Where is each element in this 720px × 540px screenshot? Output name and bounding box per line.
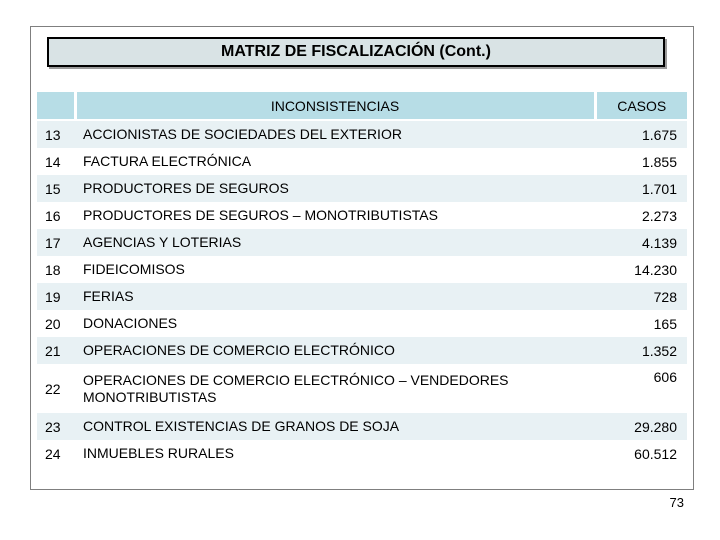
table-row — [37, 283, 687, 310]
table-row — [37, 256, 687, 283]
row-number: 15 — [37, 175, 75, 202]
row-number: 14 — [37, 148, 75, 175]
column-header-number — [37, 92, 75, 120]
row-inconsistency: PRODUCTORES DE SEGUROS – MONOTRIBUTISTAS — [75, 202, 595, 229]
row-inconsistency: CONTROL EXISTENCIAS DE GRANOS DE SOJA — [75, 413, 595, 440]
row-cases: 29.280 — [595, 413, 687, 440]
page-title — [47, 37, 665, 67]
page-number: 73 — [669, 495, 684, 510]
row-number: 18 — [37, 256, 75, 283]
row-cases: 165 — [595, 310, 687, 337]
row-inconsistency: OPERACIONES DE COMERCIO ELECTRÓNICO – VENDEDORES MONOTRIBUTISTAS — [75, 364, 595, 413]
row-cases: 728 — [595, 283, 687, 310]
row-number: 19 — [37, 283, 75, 310]
row-inconsistency: FERIAS — [75, 283, 595, 310]
row-number: 23 — [37, 413, 75, 440]
table-row — [37, 148, 687, 175]
row-cases: 14.230 — [595, 256, 687, 283]
row-cases: 1.675 — [595, 120, 687, 148]
column-header-casos: CASOS — [595, 92, 687, 120]
table-row — [37, 440, 687, 467]
table-row — [37, 337, 687, 364]
row-cases: 1.701 — [595, 175, 687, 202]
row-inconsistency: ACCIONISTAS DE SOCIEDADES DEL EXTERIOR — [75, 120, 595, 148]
row-inconsistency: FIDEICOMISOS — [75, 256, 595, 283]
table-row — [37, 310, 687, 337]
row-cases: 2.273 — [595, 202, 687, 229]
row-number: 13 — [37, 120, 75, 148]
row-number: 24 — [37, 440, 75, 467]
row-inconsistency: FACTURA ELECTRÓNICA — [75, 148, 595, 175]
row-number: 22 — [37, 364, 75, 413]
table-row — [37, 364, 687, 413]
page-title-text: MATRIZ DE FISCALIZACIÓN (Cont.) — [221, 43, 491, 60]
table-row — [37, 120, 687, 148]
row-cases: 60.512 — [595, 440, 687, 467]
row-cases: 606 — [595, 364, 687, 413]
row-cases: 1.855 — [595, 148, 687, 175]
row-number: 21 — [37, 337, 75, 364]
row-inconsistency: OPERACIONES DE COMERCIO ELECTRÓNICO — [75, 337, 595, 364]
table-row — [37, 175, 687, 202]
column-header-inconsistencias: INCONSISTENCIAS — [75, 92, 595, 120]
row-inconsistency: DONACIONES — [75, 310, 595, 337]
row-cases: 4.139 — [595, 229, 687, 256]
row-cases: 1.352 — [595, 337, 687, 364]
row-inconsistency: AGENCIAS Y LOTERIAS — [75, 229, 595, 256]
inconsistencies-table — [37, 92, 687, 467]
row-number: 20 — [37, 310, 75, 337]
table-header-row — [37, 92, 687, 120]
row-number: 17 — [37, 229, 75, 256]
table-row — [37, 202, 687, 229]
table-row — [37, 413, 687, 440]
table-row — [37, 229, 687, 256]
row-number: 16 — [37, 202, 75, 229]
row-inconsistency: PRODUCTORES DE SEGUROS — [75, 175, 595, 202]
row-inconsistency: INMUEBLES RURALES — [75, 440, 595, 467]
